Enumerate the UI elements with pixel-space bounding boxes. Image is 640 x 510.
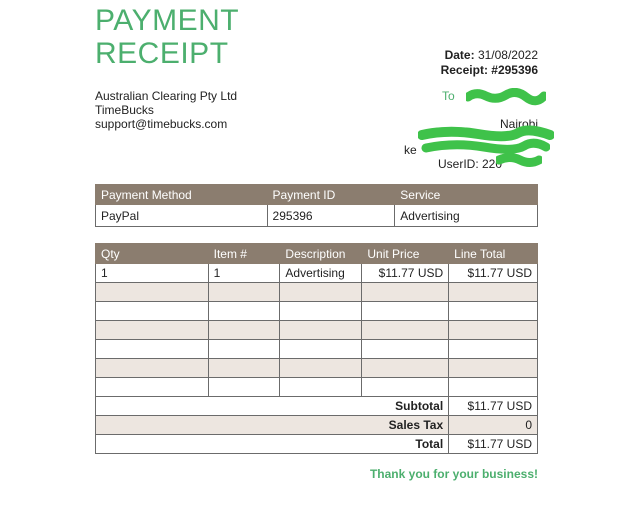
payment-header-row (96, 185, 538, 205)
company-email: support@timebucks.com (95, 117, 228, 131)
item-unit-price: $11.77 USD (362, 264, 449, 283)
date-value: 31/08/2022 (477, 48, 538, 62)
items-table (95, 243, 538, 454)
recipient-city: Nairobi (499, 117, 538, 131)
tax-label: Sales Tax (96, 416, 449, 435)
payment-service: Advertising (395, 205, 538, 227)
date-line (441, 48, 538, 63)
payment-id: 295396 (267, 205, 395, 227)
empty-table-row (96, 302, 538, 321)
subtotal-value: $11.77 USD (449, 397, 538, 416)
payment-header-cell: Payment ID (267, 185, 395, 205)
subtotal-label: Subtotal (96, 397, 449, 416)
recipient-userid (438, 157, 502, 171)
total-value: $11.77 USD (449, 435, 538, 454)
title-line-1: PAYMENT (95, 4, 240, 37)
receipt-meta (441, 48, 538, 78)
empty-table-row (96, 321, 538, 340)
payment-header-cell: Service (395, 185, 538, 205)
item-qty: 1 (96, 264, 209, 283)
item-description: Advertising (280, 264, 362, 283)
receipt-label: Receipt: (440, 63, 488, 77)
tax-row (96, 416, 538, 435)
title-line-2: RECEIPT (95, 37, 229, 70)
items-header-cell: Description (280, 244, 362, 264)
payment-method: PayPal (96, 205, 268, 227)
items-header-cell: Line Total (449, 244, 538, 264)
total-label: Total (96, 435, 449, 454)
items-header-row (96, 244, 538, 264)
empty-table-row (96, 359, 538, 378)
company-name: Australian Clearing Pty Ltd (95, 89, 238, 103)
tax-value: 0 (449, 416, 538, 435)
payment-table (95, 184, 538, 227)
payment-header-cell: Payment Method (96, 185, 268, 205)
to-label: To (442, 89, 455, 103)
item-number: 1 (208, 264, 280, 283)
total-row (96, 435, 538, 454)
recipient-email-partial: ke (404, 143, 417, 157)
subtotal-row (96, 397, 538, 416)
company-brand: TimeBucks (95, 103, 154, 117)
payment-row (96, 205, 538, 227)
empty-table-row (96, 378, 538, 397)
receipt-line (441, 63, 538, 78)
items-header-cell: Unit Price (362, 244, 449, 264)
receipt-title (95, 4, 239, 70)
company-block (95, 89, 237, 131)
empty-table-row (96, 283, 538, 302)
thank-you-message: Thank you for your business! (369, 467, 538, 481)
items-header-cell: Qty (96, 244, 209, 264)
recipient-userid-partial: UserID: 220 (438, 157, 503, 171)
redaction-scribble-userid (496, 152, 542, 168)
table-row (96, 264, 538, 283)
item-line-total: $11.77 USD (449, 264, 538, 283)
date-label: Date: (444, 48, 475, 62)
items-header-cell: Item # (208, 244, 280, 264)
receipt-number: #295396 (491, 63, 538, 77)
empty-table-row (96, 340, 538, 359)
redaction-scribble-name (466, 88, 546, 106)
